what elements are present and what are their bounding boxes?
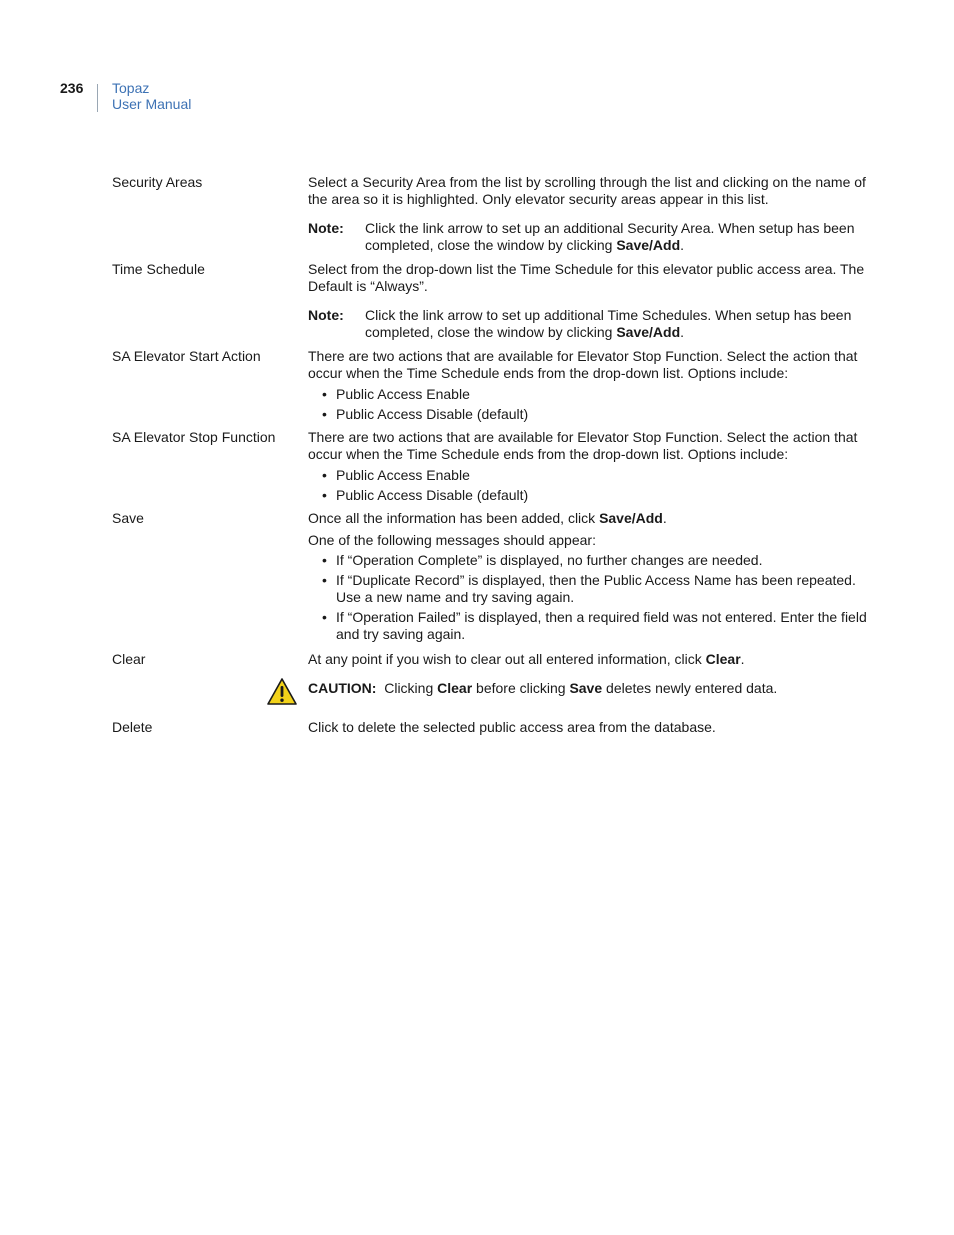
field-description: [308, 174, 872, 254]
note-bold-text: Save/Add: [616, 324, 681, 340]
description-text: Click to delete the selected public access area from the database.: [308, 719, 716, 735]
save-add-label: Save/Add: [599, 510, 663, 526]
list-item: • Public Access Enable: [308, 467, 872, 484]
field-term: Time Schedule: [112, 261, 205, 277]
description-text: Select from the drop-down list the Time Schedule for this elevator public access area. The Default is “Always”.: [308, 261, 865, 294]
list-item: • If “Duplicate Record” is displayed, then the Public Access Name has been repeated. Use a new name and try saving again.: [308, 572, 872, 606]
description-text: [308, 510, 872, 527]
description-text: Select a Security Area from the list by scrolling through the list and clicking on the name of the area so it is highlighted. Only elevator security areas appear in this list.: [308, 174, 866, 207]
options-list: [308, 467, 872, 504]
field-description: [308, 261, 872, 341]
note-text: Click the link arrow to set up an additional Security Area. When setup has been completed, close the window by clicking: [365, 220, 855, 253]
messages-intro: One of the following messages should appear:: [308, 532, 596, 548]
clear-label: Clear: [705, 651, 741, 667]
note-end: .: [680, 324, 685, 340]
caution-text: deletes newly entered data.: [602, 680, 778, 696]
messages-list: [308, 552, 872, 643]
field-description: [308, 348, 872, 426]
caution-label: CAUTION:: [308, 680, 377, 696]
description-text: [308, 651, 872, 668]
caution-text: Clicking: [384, 680, 438, 696]
caution-text: before clicking: [472, 680, 570, 696]
product-title: Topaz: [112, 80, 150, 96]
field-term: Save: [112, 510, 144, 526]
field-description: [308, 510, 872, 646]
options-list: [308, 386, 872, 423]
description-text-start: At any point if you wish to clear out all entered information, click: [308, 651, 706, 667]
note-bold-text: Save/Add: [616, 237, 681, 253]
field-term: SA Elevator Start Action: [112, 348, 261, 364]
description-text: There are two actions that are available for Elevator Stop Function. Select the action that occur when the Time Schedule ends from the drop-down list. Options include:: [308, 348, 858, 381]
note-label: Note:: [308, 220, 344, 236]
field-description: [308, 651, 872, 668]
field-term: Delete: [112, 719, 153, 735]
description-text-start: Once all the information has been added, click: [308, 510, 600, 526]
description-text: There are two actions that are available for Elevator Stop Function. Select the action that occur when the Time Schedule ends from the drop-down list. Options include:: [308, 429, 858, 462]
field-term: Clear: [112, 651, 146, 667]
warning-triangle-icon: [266, 677, 298, 706]
list-item: • If “Operation Complete” is displayed, no further changes are needed.: [308, 552, 872, 569]
list-item: • If “Operation Failed” is displayed, then a required field was not entered. Enter the field and try saving again.: [308, 609, 872, 643]
list-item: • Public Access Enable: [308, 386, 872, 403]
list-item: • Public Access Disable (default): [308, 487, 872, 504]
field-description: [308, 429, 872, 507]
field-term: SA Elevator Stop Function: [112, 429, 276, 445]
caution-save-label: Save: [569, 680, 603, 696]
note-end: .: [680, 237, 685, 253]
description-text-end: .: [740, 651, 745, 667]
list-item: • Public Access Disable (default): [308, 406, 872, 423]
note: [308, 307, 872, 341]
note: [308, 220, 872, 254]
caution-clear-label: Clear: [437, 680, 473, 696]
caution-message: [308, 680, 872, 697]
header-divider: [97, 84, 98, 112]
running-header: [112, 80, 191, 112]
note-text: Click the link arrow to set up additional Time Schedules. When setup has been completed, close the window by clicking: [365, 307, 852, 340]
field-term: Security Areas: [112, 174, 203, 190]
manual-title: User Manual: [112, 96, 192, 112]
note-label: Note:: [308, 307, 344, 323]
description-text-end: .: [662, 510, 667, 526]
field-description: [308, 719, 872, 736]
page-number: 236: [60, 80, 84, 96]
